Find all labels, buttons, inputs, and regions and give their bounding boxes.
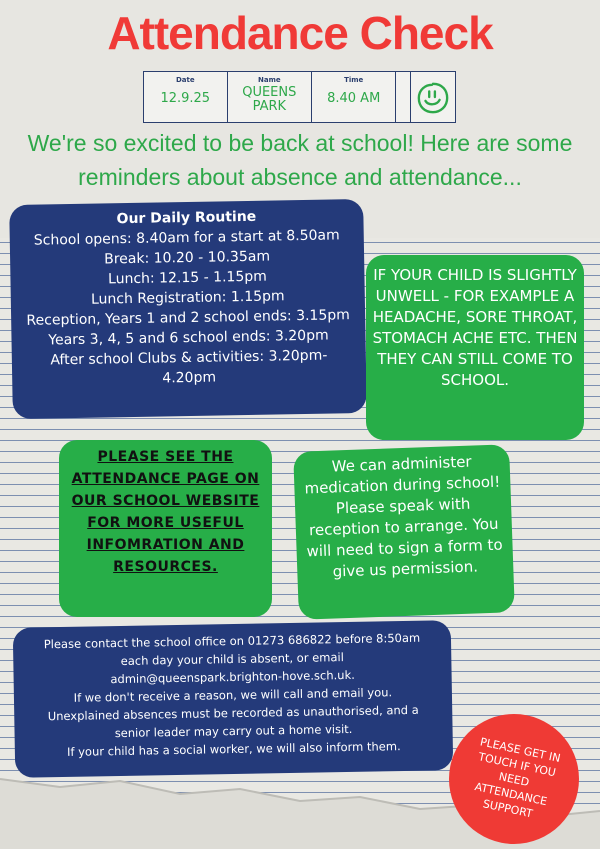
contact-line: If your child has a social worker, we will also inform them. <box>66 739 401 759</box>
support-note-text: PLEASE GET IN TOUCH IF YOU NEED ATTENDANCE SUPPORT <box>473 735 562 821</box>
routine-line: Reception, Years 1 and 2 school ends: 3.15pm <box>26 307 350 329</box>
medication-note-box <box>293 444 515 619</box>
routine-heading: Our Daily Routine <box>116 208 257 228</box>
daily-routine-box <box>9 199 367 419</box>
contact-line: If we don't receive a reason, we will call and email you. <box>73 685 393 705</box>
routine-line: Break: 10.20 - 10.35am <box>104 248 271 268</box>
date-value: 12.9.25 <box>160 91 211 106</box>
attendance-support-badge <box>449 714 579 844</box>
contact-line: Unexplained absences must be recorded as unauthorised, and a <box>47 702 419 724</box>
intro-text: We're so excited to be back at school! Here are some reminders about absence and attendance... <box>27 130 573 190</box>
medication-note-text: We can administer medication during school! Please speak with reception to arrange. You will need to sign a form to give us permission. <box>304 452 503 581</box>
contact-info-box <box>13 620 454 778</box>
unwell-note-text: IF YOUR CHILD IS SLIGHTLY UNWELL - FOR EXAMPLE A HEADACHE, SORE THROAT, STOMACH ACHE ETC. THEN THEY CAN STILL COME TO SCHOOL. <box>372 266 578 389</box>
time-value: 8.40 AM <box>327 91 381 106</box>
date-cell <box>144 72 228 123</box>
time-label: Time <box>344 76 364 84</box>
date-label: Date <box>175 76 195 84</box>
routine-line: School opens: 8.40am for a start at 8.50am <box>33 227 340 249</box>
routine-line: Years 3, 4, 5 and 6 school ends: 3.20pm <box>48 327 329 349</box>
contact-line: admin@queenspark.brighton-hove.sch.uk. <box>110 667 355 687</box>
contact-line: each day your child is absent, or email <box>120 650 344 668</box>
time-cell <box>312 72 396 123</box>
name-cell <box>227 72 312 123</box>
contact-line: senior leader may carry out a home visit. <box>114 721 353 741</box>
unwell-note-box <box>366 255 584 440</box>
routine-line: Lunch Registration: 1.15pm <box>90 288 285 308</box>
page-title: Attendance Check <box>107 7 493 59</box>
spacer-cell <box>396 72 411 123</box>
routine-line: 4.20pm <box>162 369 217 387</box>
routine-line: Lunch: 12.15 - 1.15pm <box>107 268 267 288</box>
contact-line: Please contact the school office on 01273 686822 before 8:50am <box>43 630 421 652</box>
name-label: Name <box>257 76 281 84</box>
website-note-box <box>59 440 272 617</box>
info-table <box>143 71 456 123</box>
routine-line: After school Clubs & activities: 3.20pm- <box>50 347 328 369</box>
website-note-text: PLEASE SEE THE ATTENDANCE PAGE ON OUR SCHOOL WEBSITE FOR MORE USEFUL INFOMRATION AND RESOURCES. <box>71 449 260 575</box>
name-value: QUEENS PARK <box>242 85 297 114</box>
smiley-cell <box>411 72 456 123</box>
smiley-icon <box>416 81 450 115</box>
